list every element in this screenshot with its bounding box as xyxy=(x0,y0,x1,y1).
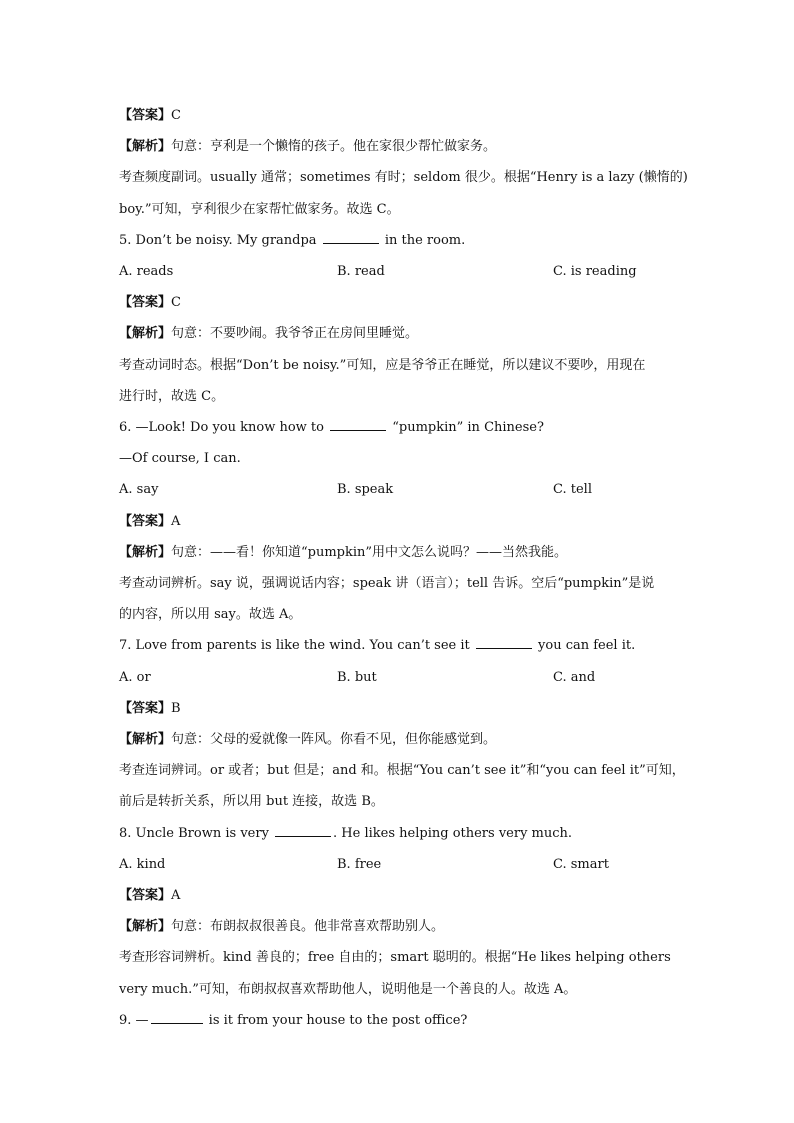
question-text: 6. —Look! Do you know how to xyxy=(119,420,329,436)
analysis-line xyxy=(119,537,679,568)
analysis-line xyxy=(119,724,679,755)
question-text: . He likes helping others very much. xyxy=(333,825,573,841)
answer-text: B xyxy=(171,700,181,716)
answer-text: C xyxy=(171,295,181,311)
question-7 xyxy=(119,630,679,661)
analysis-tag: 【解析】 xyxy=(119,732,172,748)
explanation-line: 的内容，所以用 say。故选 A。 xyxy=(119,607,302,623)
explanation-line: boy.”可知，亨利很少在家帮忙做家务。故选 C。 xyxy=(119,201,400,217)
question-6 xyxy=(119,412,679,443)
analysis-tag: 【解析】 xyxy=(119,544,172,560)
explanation-line: 考查连词辨词。or 或者；but 但是；and 和。根据“You can’t see it”和“you can feel it”可知， xyxy=(119,763,685,779)
answer-tag: 【答案】 xyxy=(119,700,172,716)
option-b: B. free xyxy=(337,856,382,872)
options-row xyxy=(119,662,679,693)
document-content xyxy=(119,100,688,1036)
option-b: B. but xyxy=(337,669,377,685)
option-a: A. or xyxy=(119,669,151,685)
answer-blank xyxy=(476,636,532,649)
question-text: 8. Uncle Brown is very xyxy=(119,825,274,841)
explanation-line: 前后是转折关系，所以用 but 连接，故选 B。 xyxy=(119,794,384,810)
question-5 xyxy=(119,225,679,256)
question-text: in the room. xyxy=(380,232,466,248)
option-b: B. speak xyxy=(337,482,394,498)
question-text: 9. — xyxy=(119,1012,149,1028)
answer-blank xyxy=(151,1011,203,1024)
explanation-line: 进行时，故选 C。 xyxy=(119,388,225,404)
answer-line xyxy=(119,506,679,537)
answer-blank xyxy=(275,824,331,837)
analysis-line xyxy=(119,318,679,349)
options-row xyxy=(119,849,679,880)
answer-blank xyxy=(330,418,386,431)
answer-text: A xyxy=(171,888,181,904)
options-row xyxy=(119,256,679,287)
analysis-text: 句意：亨利是一个懒惰的孩子。他在家很少帮忙做家务。 xyxy=(171,139,497,155)
option-c: C. smart xyxy=(553,856,609,872)
analysis-text: 句意：——看！你知道“pumpkin”用中文怎么说吗？——当然我能。 xyxy=(171,544,568,560)
analysis-line xyxy=(119,131,679,162)
analysis-text: 句意：不要吵闹。我爷爷正在房间里睡觉。 xyxy=(171,326,419,342)
answer-text: A xyxy=(171,513,181,529)
explanation-line: 考查动词辨析。say 说，强调说话内容；speak 讲（语言）；tell 告诉。空后“pumpkin”是说 xyxy=(119,576,655,592)
answer-blank xyxy=(323,231,379,244)
question-8 xyxy=(119,818,679,849)
question-text: 5. Don’t be noisy. My grandpa xyxy=(119,232,321,248)
explanation-line: very much.”可知，布朗叔叔喜欢帮助他人，说明他是一个善良的人。故选 A。 xyxy=(119,981,577,997)
options-row xyxy=(119,474,679,505)
analysis-tag: 【解析】 xyxy=(119,326,172,342)
answer-tag: 【答案】 xyxy=(119,513,172,529)
answer-tag: 【答案】 xyxy=(119,108,172,123)
analysis-tag: 【解析】 xyxy=(119,919,172,935)
analysis-line xyxy=(119,911,679,942)
dialogue-line: —Of course, I can. xyxy=(119,451,241,467)
analysis-text: 句意：父母的爱就像一阵风。你看不见，但你能感觉到。 xyxy=(171,732,497,748)
question-9 xyxy=(119,1005,679,1036)
answer-line xyxy=(119,100,679,131)
option-b: B. read xyxy=(337,264,385,280)
question-text: “pumpkin” in Chinese? xyxy=(388,420,544,436)
question-text: you can feel it. xyxy=(533,638,636,654)
answer-tag: 【答案】 xyxy=(119,888,172,904)
option-a: A. say xyxy=(119,482,159,498)
option-a: A. kind xyxy=(119,856,166,872)
answer-tag: 【答案】 xyxy=(119,295,172,311)
explanation-line: 考查频度副词。usually 通常；sometimes 有时；seldom 很少。根据“Henry is a lazy (懒惰的) xyxy=(119,170,688,186)
option-c: C. tell xyxy=(553,482,592,498)
analysis-tag: 【解析】 xyxy=(119,139,172,155)
answer-text: C xyxy=(171,108,181,123)
analysis-text: 句意：布朗叔叔很善良。他非常喜欢帮助别人。 xyxy=(171,919,445,935)
answer-line xyxy=(119,880,679,911)
option-c: C. and xyxy=(553,669,596,685)
question-text: 7. Love from parents is like the wind. You can’t see it xyxy=(119,638,474,654)
option-a: A. reads xyxy=(119,264,174,280)
explanation-line: 考查动词时态。根据“Don’t be noisy.”可知，应是爷爷正在睡觉，所以建议不要吵，用现在 xyxy=(119,357,646,373)
explanation-line: 考查形容词辨析。kind 善良的；free 自由的；smart 聪明的。根据“He likes helping others xyxy=(119,950,671,966)
answer-line xyxy=(119,287,679,318)
question-text: is it from your house to the post office? xyxy=(204,1012,468,1028)
answer-line xyxy=(119,693,679,724)
option-c: C. is reading xyxy=(553,264,637,280)
